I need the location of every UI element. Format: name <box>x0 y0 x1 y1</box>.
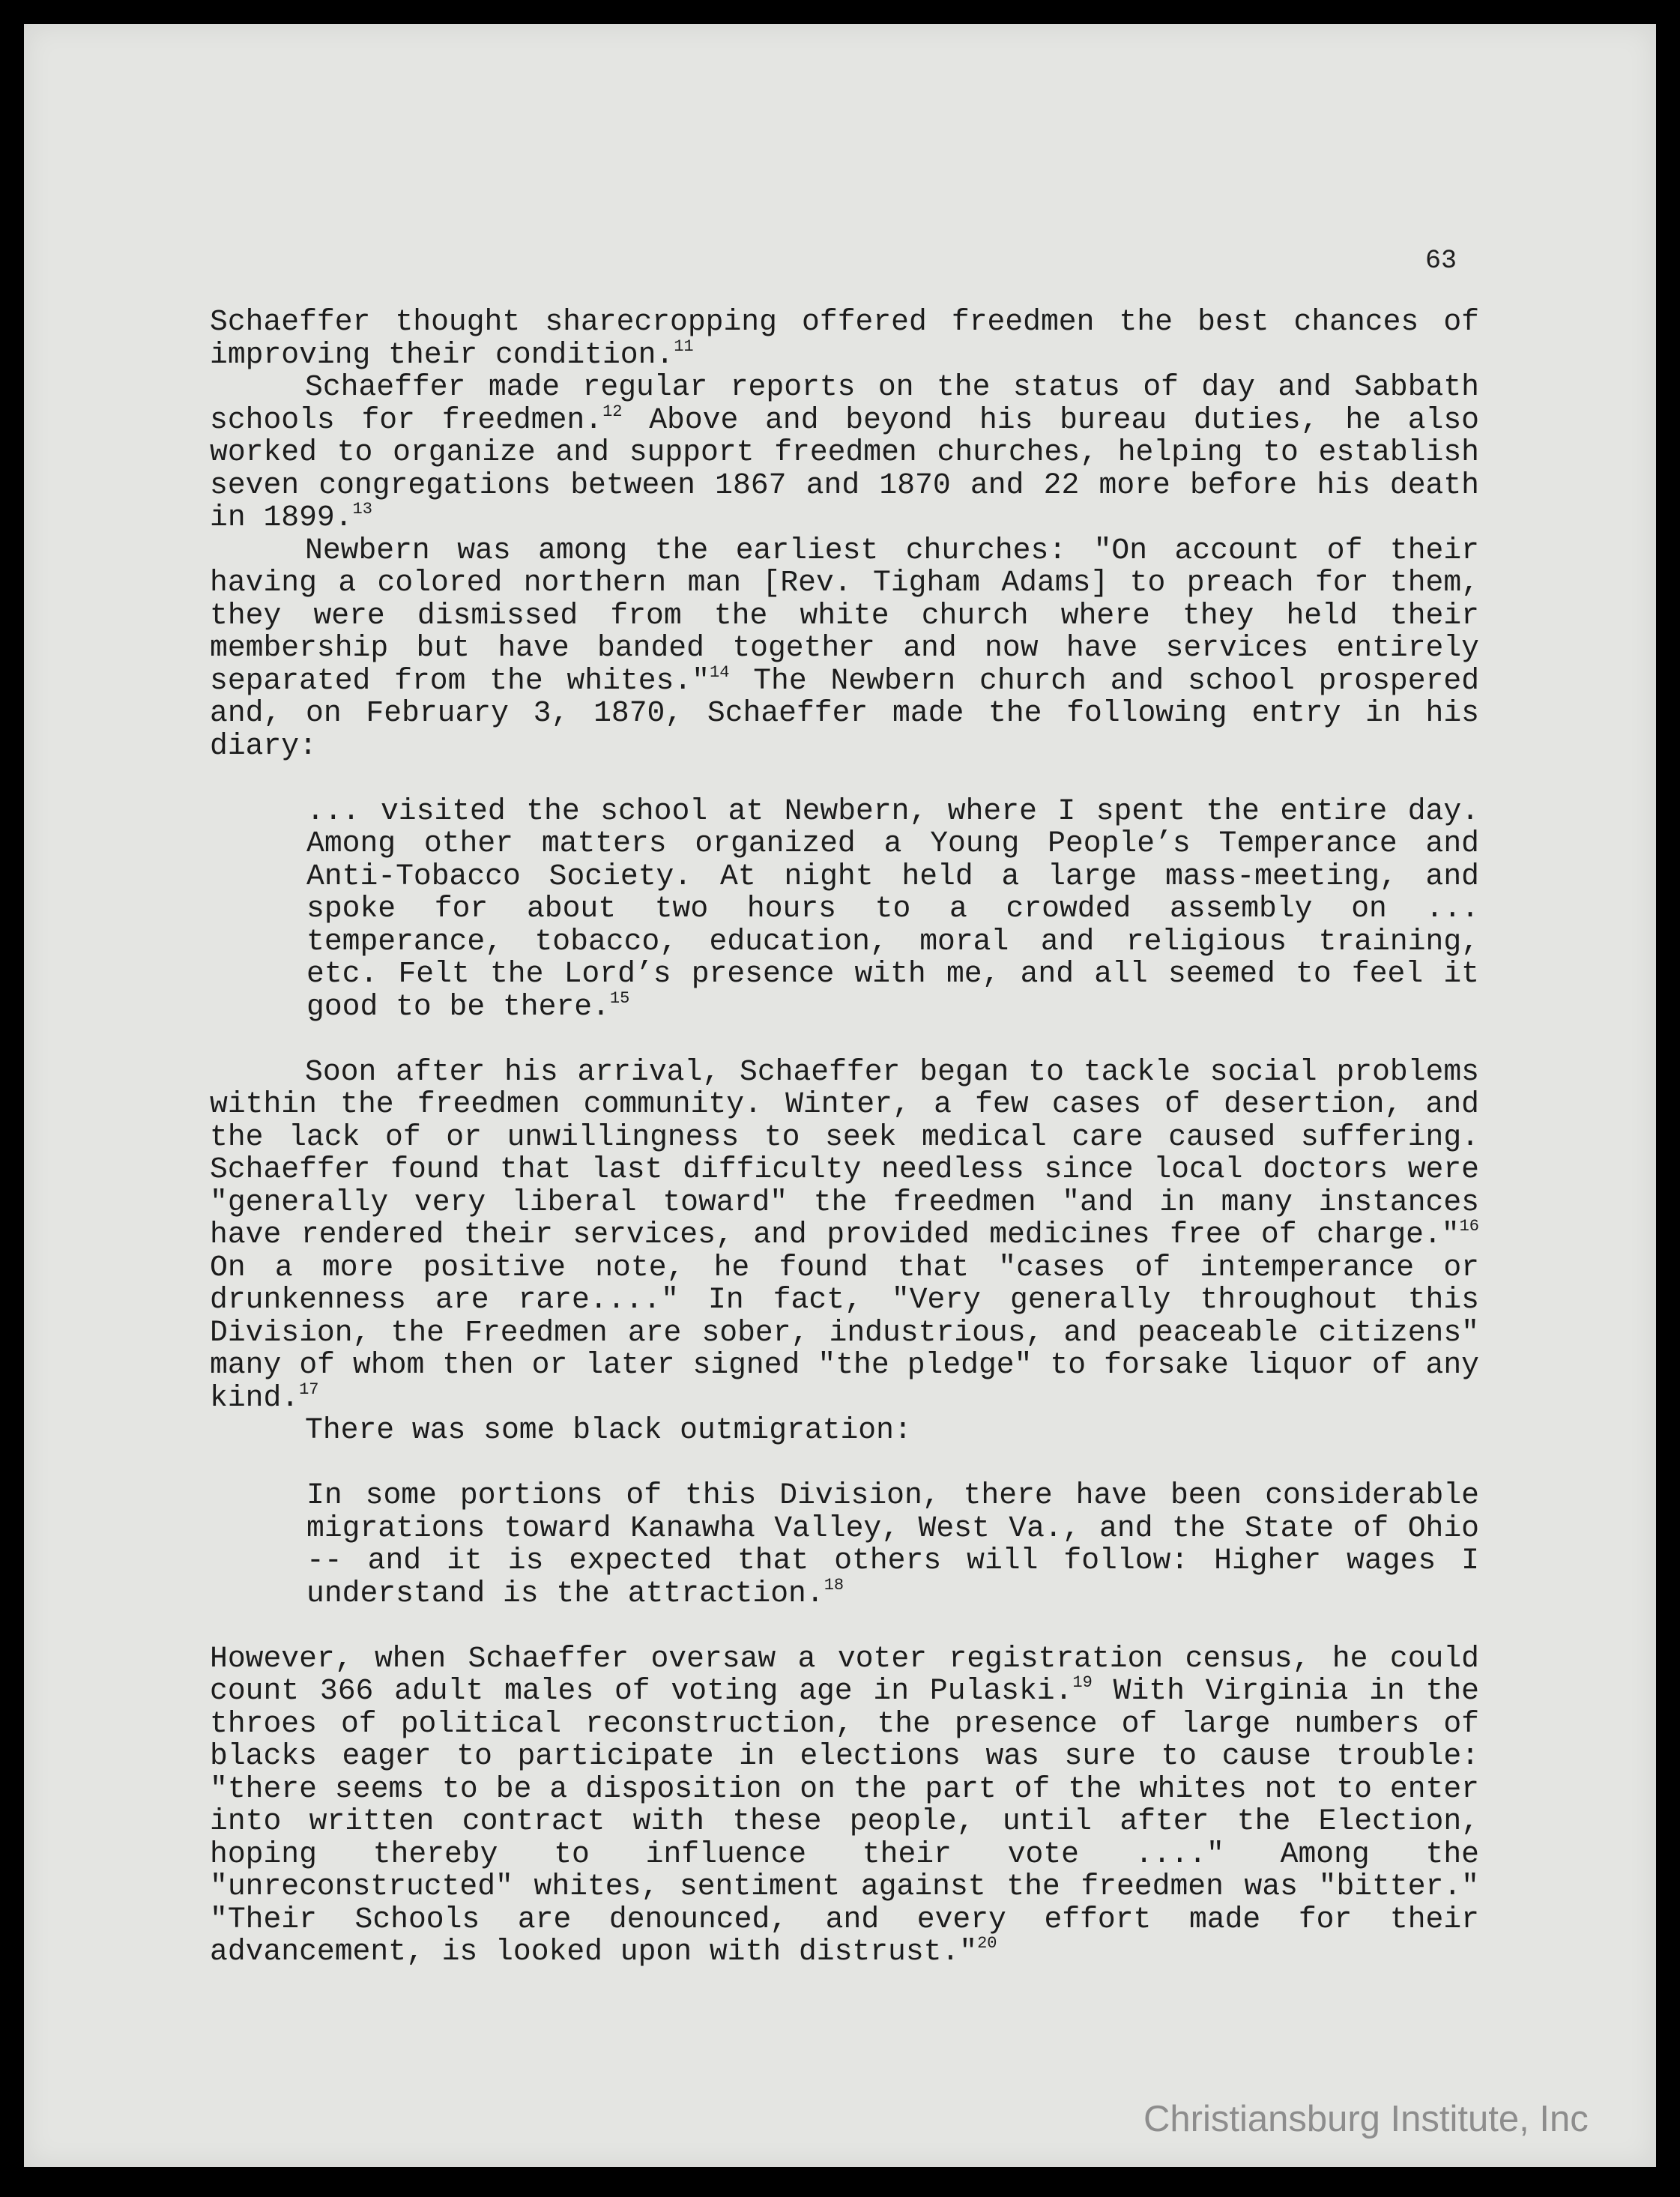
paragraph: There was some black outmigration: <box>305 1413 912 1447</box>
watermark: Christiansburg Institute, Inc <box>1143 2099 1589 2139</box>
paragraph: Schaeffer made regular reports on the status of day and Sabbath schools for freedmen.$^{12}$ Above and beyond his bureau duties, he also worked to organize and support freedmen churches, helping to establish seven congregations between 1867 and 1870 and 22 more before his death in 1899.13 <box>210 370 1480 534</box>
footnote-ref: 14 <box>710 662 730 682</box>
footnote-ref: 20 <box>977 1934 997 1953</box>
paragraph: Schaeffer thought sharecropping offered freedmen the best chances of improving their condition.$^{11}$ <box>210 305 1479 372</box>
document-page <box>24 24 1656 2167</box>
block-quote: In some portions of this Division, there have been considerable migrations toward Kanawha Valley, West Va., and the State of Ohio -- and it is expected that others will follow: Higher wages I understand is the attraction.$^{18}$ <box>306 1478 1479 1610</box>
footnote-ref: 12 <box>602 402 623 421</box>
paragraph: Newbern was among the earliest churches: "On account of their having a colored northern man [Rev. Tigham Adams] to preach for them, they were dismissed from the white church where they held their membership but have banded together and now have services entirely separated from the whites."$^{14}$ The Newbern church and school prospered and, on February 3, 1870, Schaeffer made the following entry in his diary: <box>210 533 1480 763</box>
block-quote: ... visited the school at Newbern, where I spent the entire day. Among other matters organized a Young People’s Temperance and Anti-Tobacco Society. At night held a large mass-meeting, and spoke for about two hours to a crowded assembly on ... temperance, tobacco, education, moral and religious training, etc. Felt the Lord’s presence with me, and all seemed to feel it good to be there.$^{15}$ <box>306 794 1479 1024</box>
footnote-ref: 17 <box>299 1379 319 1399</box>
page-number: 63 <box>1425 246 1457 276</box>
footnote-ref: 13 <box>352 500 372 519</box>
paragraph: However, when Schaeffer oversaw a voter registration census, he could count 366 adult males of voting age in Pulaski.$^{19}$ With Virginia in the throes of political reconstruction, the presence of large numbers of blacks eager to participate in elections was sure to cause trouble: "there seems to be a disposition on the part of the whites not to enter into written contract with these people, until after the Election, hoping thereby to influence their vote ...." Among the "unreconstructed" whites, sentiment against the freedmen was "bitter." "Their Schools are denounced, and every effort made for their advancement, is looked upon with distrust."$^{20}$ <box>210 1641 1479 1968</box>
footnote-ref: 19 <box>1072 1673 1093 1692</box>
footnote-ref: 18 <box>824 1575 844 1595</box>
paragraph: Soon after his arrival, Schaeffer began to tackle social problems within the freedmen community. Winter, a few cases of desertion, and the lack of or unwillingness to seek medical care caused suffering. Schaeffer found that last difficulty needless since local doctors were "generally very liberal toward" the freedmen "and in many instances have rendered their services, and provided medicines free of charge."$^{16}$ On a more positive note, he found that "cases of intemperance or drunkenness are rare...." In fact, "Very generally throughout this Division, the Freedmen are sober, industrious, and peaceable citizens" many of whom then or later signed "the pledge" to forsake liquor of any kind.$^{17}$ <box>210 1054 1479 1415</box>
footnote-ref: 11 <box>674 336 694 356</box>
footnote-ref: 16 <box>1459 1217 1479 1236</box>
footnote-ref: 15 <box>609 988 630 1008</box>
body-text <box>210 306 1479 1968</box>
